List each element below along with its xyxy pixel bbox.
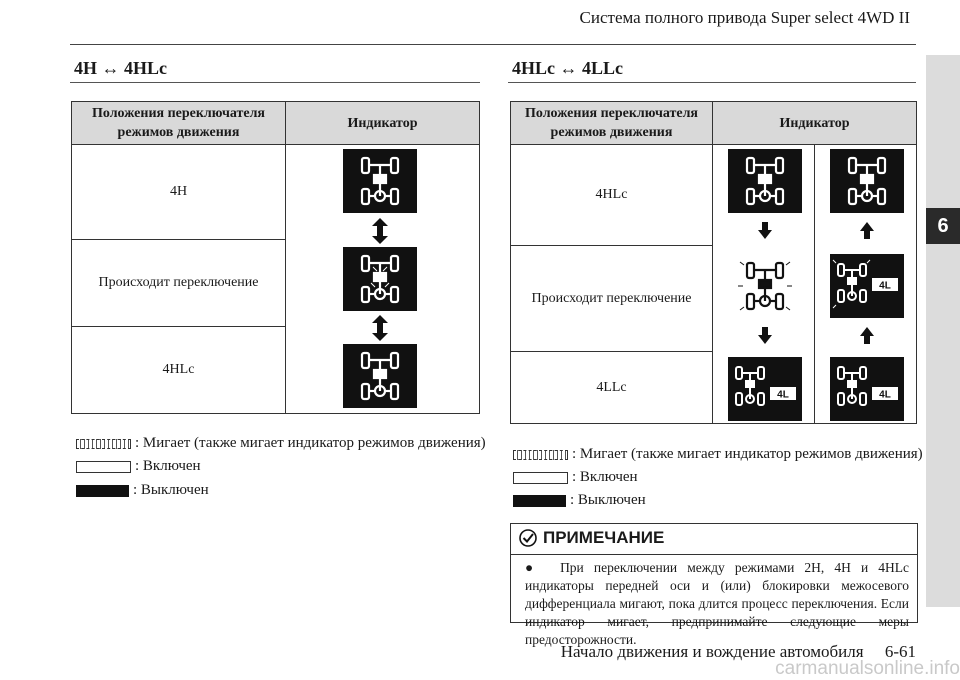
down-arrow-icon (758, 327, 772, 344)
drivetrain-indicator-4hlc-icon (343, 344, 417, 408)
legend-off (513, 492, 646, 509)
note-body (525, 559, 909, 649)
chapter-tab[interactable]: 6 (926, 208, 960, 244)
row-label-4llc: 4LLc (511, 352, 713, 424)
drivetrain-indicator-4llc-icon (728, 357, 802, 421)
note-divider (511, 554, 917, 555)
flashing-swatch-icon (513, 450, 568, 460)
legend-off-label: : Выключен (133, 482, 209, 498)
drivetrain-indicator-flashing-icon (728, 254, 802, 318)
off-swatch-icon (513, 495, 566, 507)
chapter-sidebar (926, 55, 960, 607)
indicator-table-left (71, 101, 480, 414)
section-title-4h-4hlc: 4H ↔ 4HLc (74, 58, 167, 78)
on-swatch-icon (513, 472, 568, 484)
drivetrain-indicator-4h-icon (343, 149, 417, 213)
legend-off-label: : Выключен (570, 492, 646, 508)
note-heading: ПРИМЕЧАНИЕ (543, 528, 665, 547)
legend-flashing-label: : Мигает (также мигает индикатор режимов движения) (135, 435, 486, 451)
up-arrow-icon (860, 222, 874, 239)
page-footer: Начало движения и вождение автомобиля 6-61 (560, 642, 916, 661)
checkmark-icon (519, 529, 537, 547)
on-swatch-icon (76, 461, 131, 473)
section-title-4hlc-4llc: 4HLc ↔ 4LLc (512, 58, 623, 78)
legend-on (76, 458, 201, 475)
note-text: При переключении между режимами 2H, 4H и 4HLc индикаторы передней оси и (или) блокировки межосевого дифференциала мигают, пока длится процесс переключения. Если индикатор мигает, предпринимайте следующие меры предосторожности. (525, 560, 910, 647)
col-header-switch-position: Положения переключателя режимов движения (511, 102, 713, 145)
bidirectional-arrow-icon (371, 218, 389, 244)
row-label-4hlc: 4HLc (511, 145, 713, 246)
legend-on-label: : Включен (135, 458, 201, 474)
row-label-switching: Происходит переключение (72, 240, 286, 327)
col-header-indicator: Индикатор (713, 102, 917, 145)
drivetrain-indicator-4hlc-icon (728, 149, 802, 213)
up-arrow-icon (860, 327, 874, 344)
bullet-icon: ● (525, 560, 540, 575)
row-label-switching: Происходит переключение (511, 246, 713, 352)
down-arrow-icon (758, 222, 772, 239)
flashing-swatch-icon (76, 439, 131, 449)
drivetrain-indicator-flashing-4l-icon (830, 254, 904, 318)
badge-4l-label: 4L (777, 389, 789, 401)
drivetrain-indicator-4llc-icon (830, 357, 904, 421)
legend-flashing-label: : Мигает (также мигает индикатор режимов движения) (572, 446, 923, 462)
note-box (510, 523, 918, 647)
legend-flashing (513, 446, 923, 463)
section-rule (508, 82, 916, 83)
badge-4l-label: 4L (879, 280, 891, 292)
col-header-switch-position: Положения переключателя режимов движения (72, 102, 286, 145)
off-swatch-icon (76, 485, 129, 497)
legend-off (76, 482, 209, 499)
section-rule (70, 82, 480, 83)
header-divider (70, 44, 916, 45)
legend-on-label: : Включен (572, 469, 638, 485)
note-header (519, 528, 664, 548)
page-header-title: Система полного привода Super select 4WD II (579, 8, 910, 27)
bidirectional-arrow-icon (371, 315, 389, 341)
row-label-4h: 4H (72, 145, 286, 240)
legend-on (513, 469, 638, 486)
legend-flashing (76, 435, 486, 452)
badge-4l-label: 4L (879, 389, 891, 401)
col-header-indicator: Индикатор (286, 102, 480, 145)
watermark: carmanualsonline.info (775, 658, 960, 679)
drivetrain-indicator-4hlc-icon (830, 149, 904, 213)
row-label-4hlc: 4HLc (72, 327, 286, 414)
drivetrain-indicator-switching-icon (343, 247, 417, 311)
